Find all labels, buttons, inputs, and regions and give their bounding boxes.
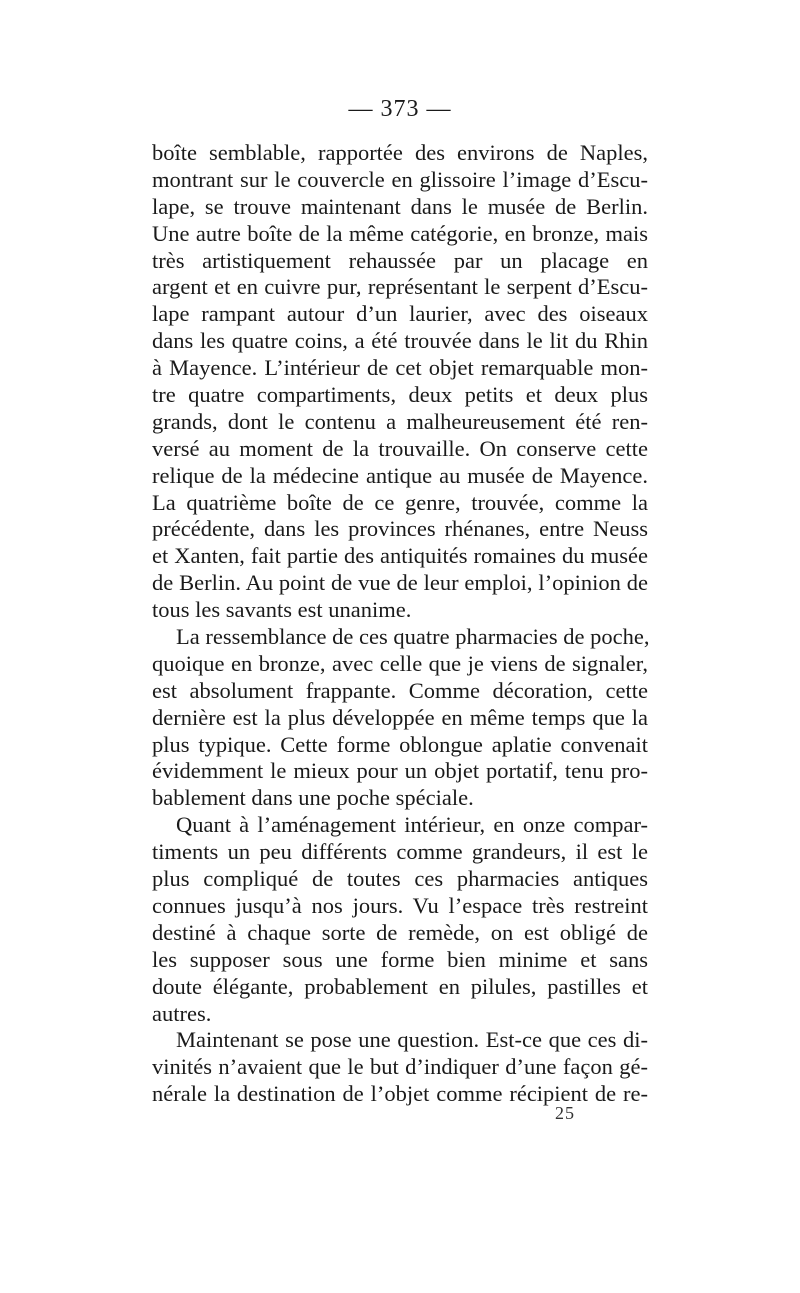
paragraph-start-line: La ressemblance de ces quatre pharmacies de poche, — [176, 624, 650, 650]
text-line: destiné à chaque sorte de remède, on est obligé de — [152, 919, 648, 945]
text-line: nérale la destination de l’objet comme récipient de re- — [152, 1081, 648, 1107]
text-line: grands, dont le contenu a malheureusement été ren- — [152, 408, 648, 434]
text-line: montrant sur le couvercle en glissoire l’image d’Escu- — [152, 166, 648, 192]
text-line: timents un peu différents comme grandeurs, il est le — [152, 839, 648, 865]
text-line: argent et en cuivre pur, représentant le serpent d’Escu- — [152, 274, 648, 300]
text-line: de Berlin. Au point de vue de leur emploi, l’opinion de — [152, 570, 648, 596]
text-line: quoique en bronze, avec celle que je viens de signaler, — [152, 650, 648, 676]
text-line: dans les quatre coins, a été trouvée dans le lit du Rhin — [152, 328, 648, 354]
text-line: relique de la médecine antique au musée de Mayence. — [152, 462, 648, 488]
text-line: La quatrième boîte de ce genre, trouvée, comme la — [152, 489, 648, 515]
signature-mark: 25 — [555, 1103, 575, 1123]
text-line: lape rampant autour d’un laurier, avec des oiseaux — [152, 301, 648, 327]
text-line: tous les savants est unanime. — [152, 597, 412, 623]
body-text — [152, 140, 648, 1108]
text-line: très artistiquement rehaussée par un placage en — [152, 247, 648, 273]
page-number: — 373 — — [348, 96, 452, 122]
text-line: est absolument frappante. Comme décoration, cette — [152, 677, 648, 703]
text-line: autres. — [152, 1000, 212, 1026]
text-line: évidemment le mieux pour un objet portatif, tenu pro- — [152, 758, 648, 784]
text-line: les supposer sous une forme bien minime et sans — [152, 946, 648, 972]
text-line: bablement dans une poche spéciale. — [152, 785, 474, 811]
text-line: dernière est la plus développée en même temps que la — [152, 704, 648, 730]
text-line: boîte semblable, rapportée des environs de Naples, — [152, 140, 648, 165]
text-line: précédente, dans les provinces rhénanes, entre Neuss — [152, 516, 648, 542]
text-line: vinités n’avaient que le but d’indiquer d’une façon gé- — [152, 1054, 648, 1080]
text-line: plus typique. Cette forme oblongue aplatie convenait — [152, 731, 648, 757]
text-line: à Mayence. L’intérieur de cet objet remarquable mon- — [152, 355, 648, 381]
text-line: plus compliqué de toutes ces pharmacies antiques — [152, 866, 648, 892]
text-line: doute élégante, probablement en pilules, pastilles et — [152, 973, 648, 999]
paragraph-start-line: Maintenant se pose une question. Est-ce que ces di- — [176, 1027, 648, 1053]
text-line: connues jusqu’à nos jours. Vu l’espace très restreint — [152, 892, 648, 918]
text-line: Une autre boîte de la même catégorie, en bronze, mais — [152, 220, 648, 246]
text-line: et Xanten, fait partie des antiquités romaines du musée — [152, 543, 648, 569]
paragraph-start-line: Quant à l’aménagement intérieur, en onze compar- — [176, 812, 648, 838]
text-line: tre quatre compartiments, deux petits et deux plus — [152, 382, 648, 408]
text-line: versé au moment de la trouvaille. On conserve cette — [152, 435, 648, 461]
text-line: lape, se trouve maintenant dans le musée de Berlin. — [152, 193, 648, 219]
